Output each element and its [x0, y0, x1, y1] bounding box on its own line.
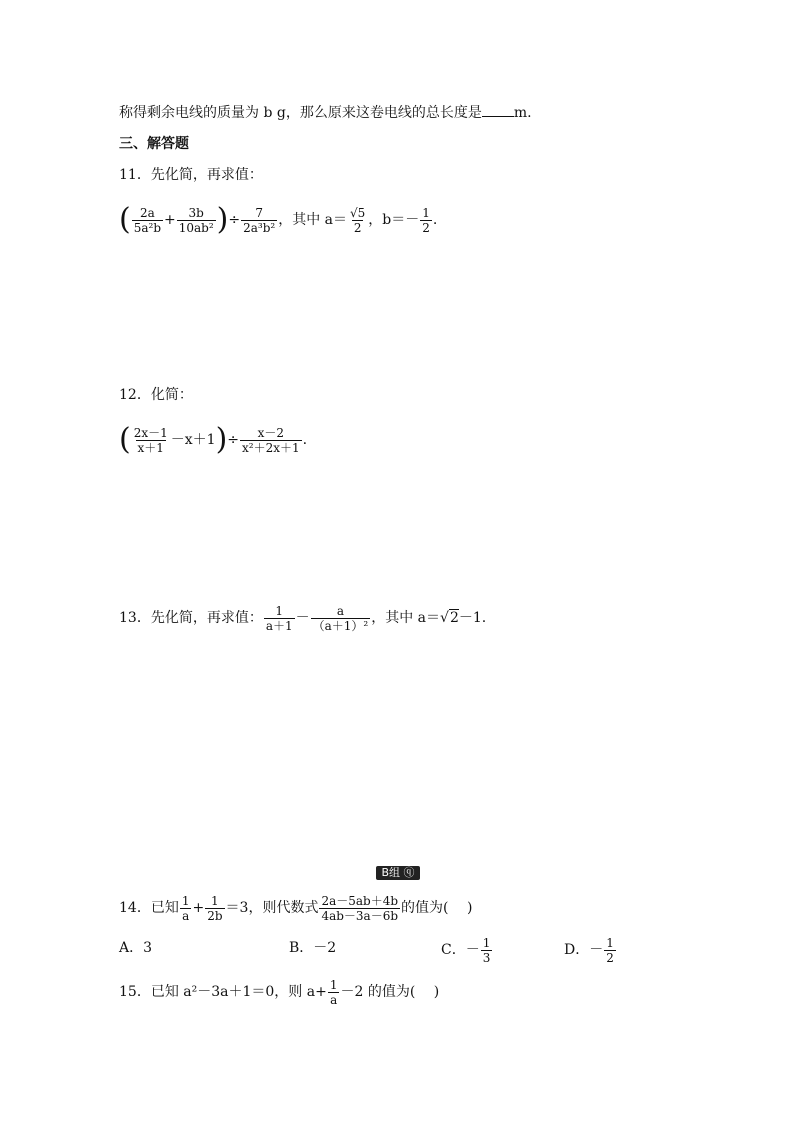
denominator: a	[330, 992, 338, 1007]
denominator: 3	[482, 950, 491, 965]
denominator: 2b	[207, 908, 223, 923]
numerator: 1	[422, 205, 430, 220]
option-value: 3	[143, 940, 153, 956]
option-label: B．	[289, 940, 314, 956]
option-c[interactable]	[441, 930, 493, 970]
denominator: 2	[422, 220, 430, 235]
q11-a-value	[348, 206, 367, 235]
q13-line	[119, 598, 486, 638]
group-b-badge: B组 ⓠ	[376, 866, 420, 880]
denominator: 2	[353, 220, 362, 235]
numerator: 3b	[188, 205, 204, 220]
numerator: 2a－5ab＋4b	[321, 893, 399, 908]
option-label: A．	[119, 940, 144, 956]
denominator: 2a³b²	[243, 220, 276, 235]
option-label: C．	[441, 942, 466, 958]
q14-fraction-1	[180, 894, 192, 923]
option-fraction	[604, 936, 616, 965]
q13-fraction-2	[311, 604, 371, 633]
period: .	[302, 432, 308, 448]
q14-fraction-2	[205, 894, 224, 923]
q11-b-text: ，b＝－	[368, 212, 420, 228]
q14-line	[119, 888, 472, 928]
denominator: （a＋1）²	[312, 618, 369, 633]
numerator: √5	[350, 205, 366, 220]
left-paren: (	[119, 422, 131, 457]
intro-unit: m.	[513, 105, 532, 121]
q12-middle-term: －x＋1	[170, 432, 216, 448]
left-paren: (	[119, 202, 131, 237]
option-label: D．	[564, 942, 590, 958]
option-b[interactable]	[289, 938, 336, 958]
q15-label: 15．已知 a²－3a＋1＝0，则 a+	[119, 984, 327, 1000]
intro-line	[119, 102, 532, 123]
denominator: 5a²b	[133, 220, 161, 235]
q11-fraction-3	[241, 206, 277, 235]
option-value: －2	[313, 940, 337, 956]
plus-sign: +	[192, 900, 205, 916]
sqrt-radicand: 2	[449, 610, 459, 626]
numerator: 2x－1	[133, 425, 168, 440]
denominator: 2	[606, 950, 614, 965]
q13-tail: －1.	[458, 610, 487, 626]
right-paren: )	[215, 422, 228, 457]
numerator: 1	[275, 603, 284, 618]
q14-condition-text: ＝3，则代数式	[225, 900, 319, 916]
q12-label: 12．化简：	[119, 387, 193, 403]
numerator: 2a	[139, 205, 155, 220]
q11-b-value	[420, 206, 432, 235]
q11-fraction-2	[177, 206, 216, 235]
q12-fraction-2	[240, 426, 302, 455]
q15-fraction	[328, 978, 340, 1007]
section-title: 三、解答题	[119, 136, 189, 152]
numerator: 7	[255, 205, 263, 220]
q13-fraction-1	[264, 604, 295, 633]
q14-fraction-3	[319, 894, 400, 923]
plus-sign: +	[164, 212, 176, 228]
denominator: 10ab²	[178, 220, 214, 235]
numerator: 1	[211, 893, 219, 908]
q15-tail: －2 的值为( )	[340, 984, 440, 1000]
divide-sign: ÷	[228, 212, 241, 228]
q14-label: 14．已知	[119, 900, 179, 916]
q13-where-text: ，其中 a＝	[371, 610, 441, 626]
denominator: 4ab－3a－6b	[321, 908, 399, 923]
option-fraction	[481, 936, 493, 965]
divide-sign: ÷	[227, 432, 240, 448]
q11-fraction-1	[132, 206, 163, 235]
q14-tail: 的值为( )	[401, 900, 473, 916]
sqrt-sign: √	[440, 610, 449, 626]
denominator: a＋1	[265, 618, 293, 633]
q12-fraction-1	[132, 426, 170, 455]
q11-expression	[119, 200, 437, 240]
numerator: x－2	[257, 425, 285, 440]
minus-sign: －	[295, 610, 310, 626]
right-paren: )	[216, 202, 229, 237]
numerator: 1	[181, 893, 190, 908]
q15-line	[119, 972, 439, 1012]
intro-text: 称得剩余电线的质量为 b g，那么原来这卷电线的总长度是	[119, 105, 482, 121]
option-sign: －	[589, 942, 604, 958]
q12-expression	[119, 420, 307, 460]
numerator: a	[336, 603, 344, 618]
q11-where-text: ，其中 a＝	[278, 212, 347, 228]
q13-label: 13．先化简，再求值：	[119, 610, 263, 626]
answer-blank[interactable]	[482, 102, 514, 117]
numerator: 1	[329, 977, 338, 992]
denominator: x＋1	[137, 440, 164, 455]
denominator: a	[182, 908, 190, 923]
numerator: 1	[606, 935, 614, 950]
option-d[interactable]	[564, 930, 617, 970]
option-sign: －	[465, 942, 480, 958]
period: .	[432, 212, 438, 228]
option-a[interactable]	[119, 938, 152, 958]
numerator: 1	[482, 935, 491, 950]
q11-label: 11．先化简，再求值：	[119, 167, 263, 183]
denominator: x²＋2x＋1	[242, 440, 300, 455]
